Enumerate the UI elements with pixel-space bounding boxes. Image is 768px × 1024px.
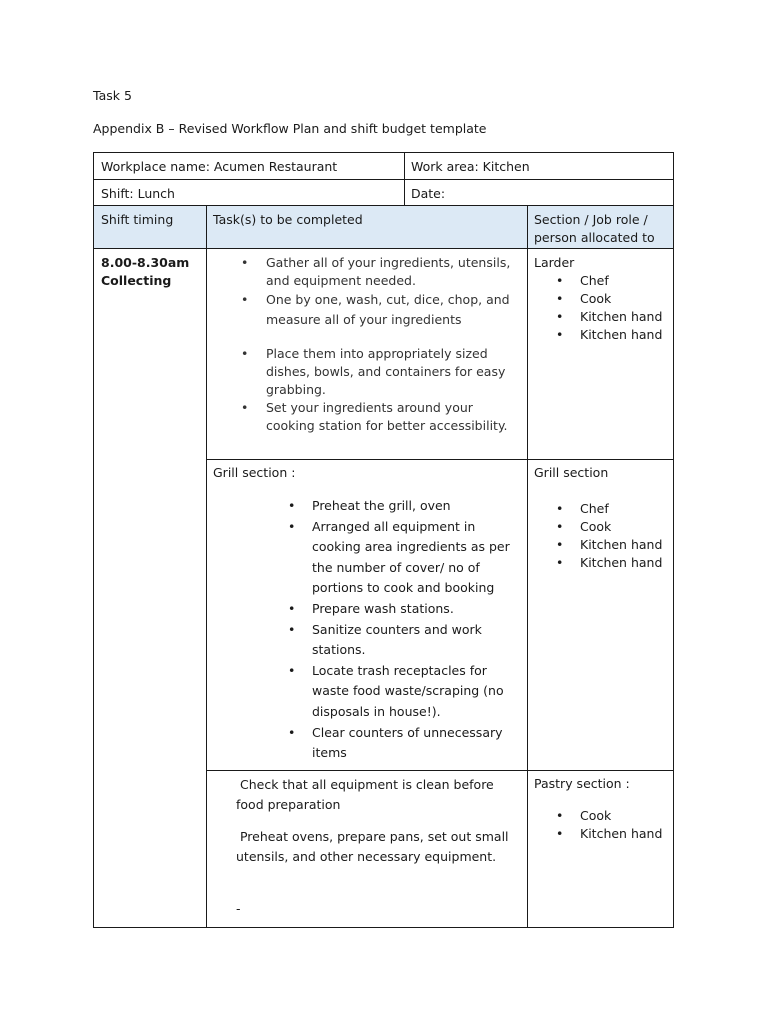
pastry-section-label: Pastry section : <box>534 776 630 791</box>
grill-role-list <box>534 500 666 572</box>
appendix-title: Appendix B – Revised Workflow Plan and shift budget template <box>93 121 487 136</box>
list-item: • Kitchen hand <box>534 825 666 843</box>
header-shift-timing: Shift timing <box>101 212 174 227</box>
grill-tasks-cell <box>206 459 527 770</box>
grill-task-list <box>213 496 520 764</box>
shift-row <box>93 179 674 206</box>
list-item: • Prepare wash stations. <box>213 599 520 620</box>
list-item: • Cook <box>534 518 666 536</box>
task-title: Task 5 <box>93 88 132 103</box>
list-item: • Chef <box>534 272 666 290</box>
workplace-name: Workplace name: Acumen Restaurant <box>101 159 338 174</box>
list-item: • Cook <box>534 290 666 308</box>
pastry-role-list <box>534 807 666 843</box>
pastry-task-dash: - <box>236 901 241 916</box>
list-item: • Locate trash receptacles for waste food waste/scraping (no disposals in house!). <box>213 661 520 723</box>
list-item: • Kitchen hand <box>534 554 666 572</box>
list-item: • Sanitize counters and work stations. <box>213 620 520 661</box>
grill-section-label: Grill section <box>534 465 609 480</box>
list-item: • Chef <box>534 500 666 518</box>
larder-roles-cell <box>527 249 673 459</box>
list-item: • Kitchen hand <box>534 536 666 554</box>
header-section-role: Section / Job role / person allocated to <box>534 212 655 245</box>
list-item: • Gather all of your ingredients, utensils, and equipment needed. <box>213 254 520 290</box>
list-item: • Set your ingredients around your cooking station for better accessibility. <box>213 399 520 435</box>
header-tasks: Task(s) to be completed <box>213 212 363 227</box>
timing-label: Collecting <box>101 273 172 288</box>
pastry-roles-cell <box>527 770 673 927</box>
shift-timing-cell <box>94 249 206 927</box>
grill-section-title: Grill section : <box>213 465 296 480</box>
larder-role-list <box>534 272 666 344</box>
pastry-task-check: Check that all equipment is clean before food preparation <box>236 777 498 812</box>
larder-section-label: Larder <box>534 255 575 270</box>
list-item: • Cook <box>534 807 666 825</box>
list-item: • Kitchen hand <box>534 326 666 344</box>
timing-value: 8.00-8.30am <box>101 255 190 270</box>
pastry-task-preheat: Preheat ovens, prepare pans, set out small utensils, and other necessary equipment. <box>236 829 513 864</box>
list-item: • One by one, wash, cut, dice, chop, and measure all of your ingredients <box>213 290 520 329</box>
workplace-row <box>93 152 674 180</box>
table-body <box>93 248 674 928</box>
list-item: • Kitchen hand <box>534 308 666 326</box>
shift: Shift: Lunch <box>101 186 175 201</box>
larder-task-list <box>213 254 520 435</box>
larder-tasks-cell <box>206 249 527 459</box>
pastry-tasks-cell <box>206 770 527 927</box>
list-item: • Arranged all equipment in cooking area ingredients as per the number of cover/ no of portions to cook and booking <box>213 517 520 599</box>
date: Date: <box>411 186 446 201</box>
header-row <box>93 205 674 249</box>
grill-roles-cell <box>527 459 673 770</box>
list-item: • Clear counters of unnecessary items <box>213 723 520 764</box>
list-item: • Preheat the grill, oven <box>213 496 520 517</box>
list-item: • Place them into appropriately sized dishes, bowls, and containers for easy grabbing. <box>213 345 520 399</box>
work-area: Work area: Kitchen <box>411 159 530 174</box>
